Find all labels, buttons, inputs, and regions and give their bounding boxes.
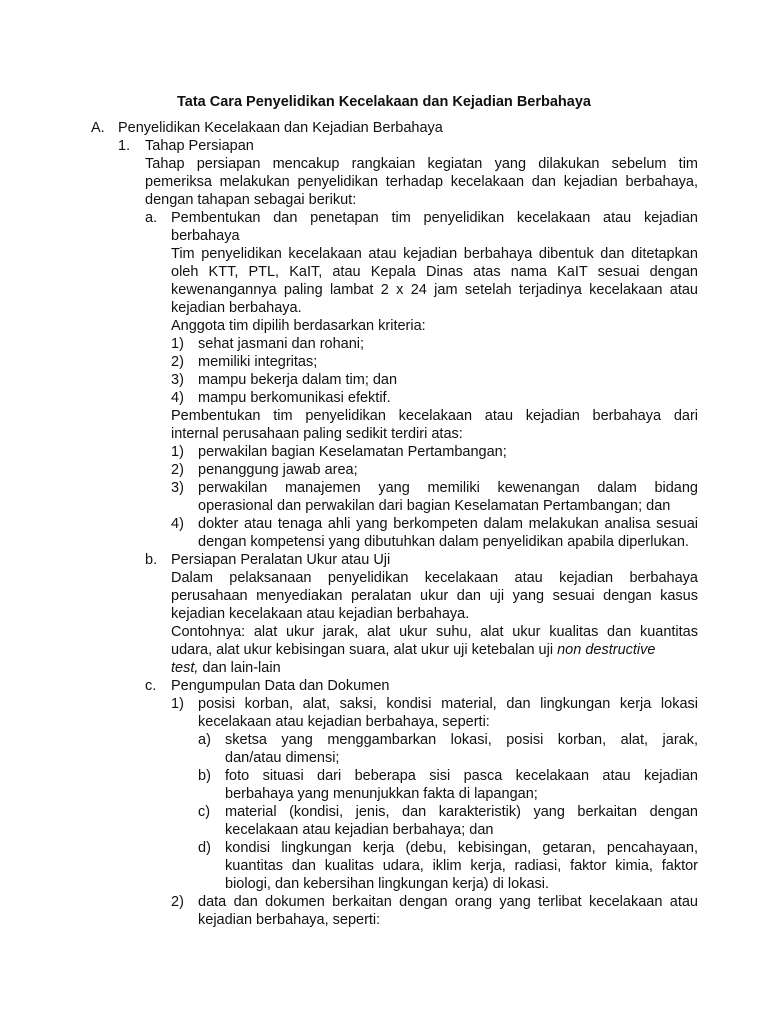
section-a-label: A. <box>91 120 105 136</box>
sub-list-item-continuation: kuantitas dan kualitas udara, iklim kerja, radiasi, faktor kimia, faktor <box>225 858 698 874</box>
sub-list-item: a) sketsa yang menggambarkan lokasi, posisi korban, alat, jarak, <box>198 732 698 748</box>
document-title: Tata Cara Penyelidikan Kecelakaan dan Kejadian Berbahaya <box>177 94 591 110</box>
item-c-heading-row <box>0 677 768 695</box>
step-1-heading-row <box>0 137 768 155</box>
item-a-para-line: Pembentukan tim penyelidikan kecelakaan atau kejadian berbahaya dari <box>171 408 698 424</box>
sub-list-item: d) kondisi lingkungan kerja (debu, kebisingan, getaran, pencahayaan, <box>198 840 698 856</box>
item-b-heading: Persiapan Peralatan Ukur atau Uji <box>171 552 391 568</box>
item-a-heading-row: berbahaya <box>171 228 240 244</box>
list-item-continuation: operasional dan perwakilan dari bagian Keselamatan Pertambangan; dan <box>198 498 671 514</box>
list-item: 2) memiliki integritas; <box>171 354 318 370</box>
step-1-label: 1. <box>118 138 131 154</box>
list-item: 2) penanggung jawab area; <box>171 462 358 478</box>
item-b-para-line: Contohnya: alat ukur jarak, alat ukur suhu, alat ukur kualitas dan kuantitas <box>171 624 698 640</box>
sub-list-item: b) foto situasi dari beberapa sisi pasca kecelakaan atau kejadian <box>198 768 698 784</box>
item-b-heading-row <box>0 551 768 569</box>
item-b-label: b. <box>145 552 158 568</box>
sub-list-item-continuation: kecelakaan atau kejadian berbahaya; dan <box>225 822 494 838</box>
section-a-heading-row <box>0 119 768 137</box>
step-1-intro-line: pemeriksa melakukan penyelidikan terhadap kecelakaan dan kejadian berbahaya, <box>145 174 698 190</box>
document-body <box>0 119 768 929</box>
section-a-heading: Penyelidikan Kecelakaan dan Kejadian Berbahaya <box>118 120 443 136</box>
list-item: 3) perwakilan manajemen yang memiliki kewenangan dalam bidang <box>171 480 698 496</box>
list-item: 2) data dan dokumen berkaitan dengan orang yang terlibat kecelakaan atau <box>171 894 698 910</box>
list-item-continuation: kecelakaan atau kejadian berbahaya, seperti: <box>198 714 490 730</box>
item-a-para-line: kejadian berbahaya. <box>171 300 302 316</box>
item-a-para-line: internal perusahaan paling sedikit terdiri atas: <box>171 426 463 442</box>
item-c-label: c. <box>145 678 157 694</box>
sub-list-item-continuation: biologi, dan kebersihan lingkungan kerja) di lokasi. <box>225 876 550 892</box>
item-b-para-line: kejadian kecelakaan atau kejadian berbahaya. <box>171 606 470 622</box>
criteria-intro: Anggota tim dipilih berdasarkan kriteria: <box>171 318 426 334</box>
list-item-continuation: dengan kompetensi yang dibutuhkan dalam penyelidikan apabila diperlukan. <box>198 534 689 550</box>
list-item: 1) posisi korban, alat, saksi, kondisi material, dan lingkungan kerja lokasi <box>171 696 698 712</box>
item-a-para-line: Tim penyelidikan kecelakaan atau kejadian berbahaya dibentuk dan ditetapkan <box>171 246 698 262</box>
item-a-heading: Pembentukan dan penetapan tim penyelidikan kecelakaan atau kejadian <box>171 210 698 226</box>
list-item-continuation: kejadian berbahaya, seperti: <box>198 912 381 928</box>
item-b-para-line: test, dan lain-lain <box>171 660 281 676</box>
step-1-heading: Tahap Persiapan <box>145 138 254 154</box>
list-item: 1) perwakilan bagian Keselamatan Pertambangan; <box>171 444 507 460</box>
step-1-intro-line: Tahap persiapan mencakup rangkaian kegiatan yang dilakukan sebelum tim <box>145 156 698 172</box>
item-b-para-line: udara, alat ukur kebisingan suara, alat ukur uji ketebalan uji non destructive <box>171 642 656 658</box>
item-a-label: a. <box>145 210 158 226</box>
item-a-heading-row <box>0 209 768 227</box>
sub-list-item-continuation: berbahaya yang menunjukkan fakta di lapangan; <box>225 786 538 802</box>
sub-list-item-continuation: dan/atau dimensi; <box>225 750 340 766</box>
list-item: 3) mampu bekerja dalam tim; dan <box>171 372 398 388</box>
item-a-para-line: kewenangannya paling lambat 2 x 24 jam setelah terjadinya kecelakaan atau <box>171 282 698 298</box>
item-a-para-line: oleh KTT, PTL, KaIT, atau Kepala Dinas atas nama KaIT sesuai dengan <box>171 264 698 280</box>
list-item: 1) sehat jasmani dan rohani; <box>171 336 365 352</box>
item-c-heading: Pengumpulan Data dan Dokumen <box>171 678 390 694</box>
item-b-para-line: perusahaan menyediakan peralatan ukur dan uji yang sesuai dengan kasus <box>171 588 698 604</box>
sub-list-item: c) material (kondisi, jenis, dan karakteristik) yang berkaitan dengan <box>198 804 698 820</box>
list-item: 4) mampu berkomunikasi efektif. <box>171 390 391 406</box>
step-1-intro-line: dengan tahapan sebagai berikut: <box>145 192 357 208</box>
item-b-para-line: Dalam pelaksanaan penyelidikan kecelakaan atau kejadian berbahaya <box>171 570 698 586</box>
list-item: 4) dokter atau tenaga ahli yang berkompeten dalam melakukan analisa sesuai <box>171 516 698 532</box>
